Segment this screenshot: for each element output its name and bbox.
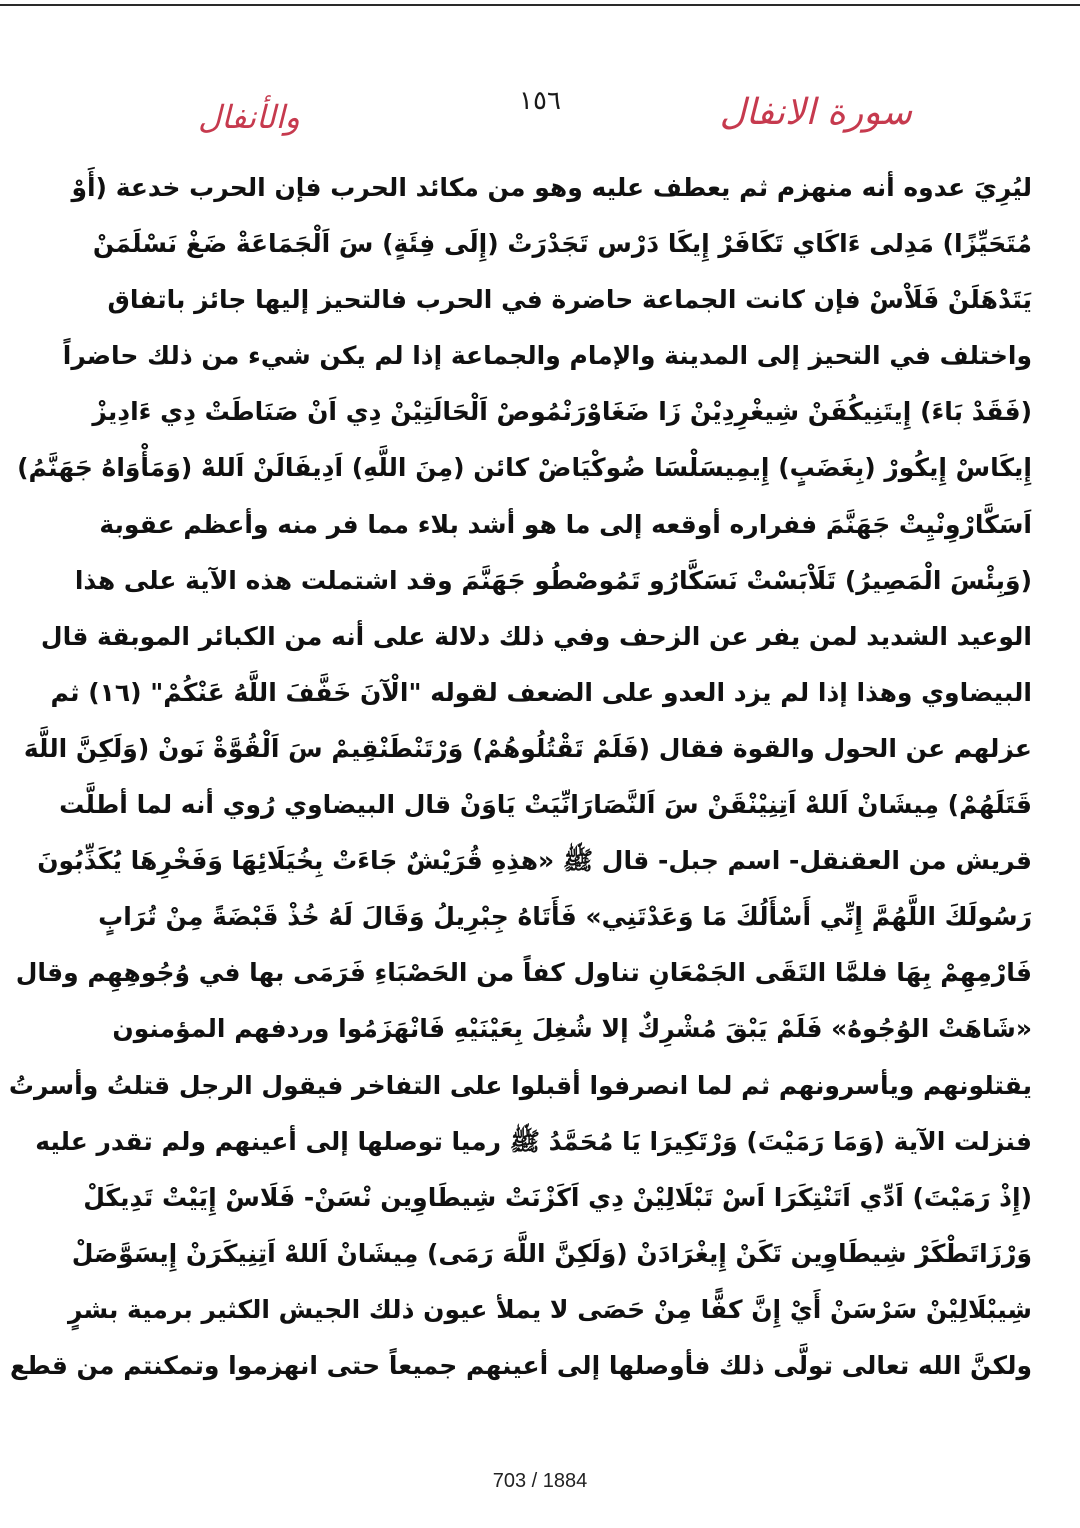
page-indicator: 703 / 1884	[492, 1470, 588, 1492]
text-line: يَتَدْهَلَنْ فَلَاْسْ فإن كانت الجماعة حاضرة في الحرب فالتحيز إليها جائز باتفاق	[107, 285, 1032, 315]
text-line: (وَبِئْسَ الْمَصِيرُ) تَلَاْبَسْتْ نَسَكَّارُو تَمُوصْطُو جَهَنَّمَ وقد اشتملت هذه الآية على هذا	[74, 565, 1032, 595]
text-line: (إِذْ رَمَيْتَ) اَدِّي اَتَنْتِكَرَا اَسْ تَبْلَالِيْنْ دِي اَكَزْنَتْ شِيطَاوِين نْسَنْ- فَلَاسْ إِيَيْتْ تَدِيكَلْ	[83, 1182, 1032, 1212]
text-line: «شَاهَتْ الوُجُوهُ» فَلَمْ يَبْقَ مُشْرِكٌ إلا شُغِلَ بِعَيْنَيْهِ فَانْهَزَمُوا وردفهم المؤمنون	[112, 1014, 1032, 1044]
text-line: قريش من العقنقل- اسم جبل- قال ﷺ «هذِهِ قُرَيْشٌ جَاءَتْ بِخُيَلَائِهَا وَفَخْرِهَا يُكَذِّبُونَ	[37, 846, 1032, 876]
text-line: الوعيد الشديد لمن يفر عن الزحف وفي ذلك دلالة على أنه من الكبائر الموبقة قال	[40, 621, 1032, 651]
page-number: ١٥٦	[519, 86, 561, 116]
text-line: فَارْمِهِمْ بِهَا فلمَّا التَقَى الجَمْعَانِ تناول كفاً من الحَصْبَاءِ فَرَمَى بها في وُجُوهِهِم وقال	[15, 958, 1032, 988]
text-line: وَرْزَاتَطْكَرْ شِيطَاوِين تَكَنْ إِيغْرَادَنْ (وَلَكِنَّ اللَّهَ رَمَى) مِيشَانْ اَللهْ اَتِنِيكَرَنْ إِيسَوَّصَلْ	[71, 1238, 1032, 1268]
handwritten-margin-note: والأنفال	[198, 98, 300, 136]
text-line: البيضاوي وهذا إذا لم يزد العدو على الضعف لقوله "الْآنَ خَفَّفَ اللَّهُ عَنْكُمْ" (١٦) ثم	[50, 677, 1032, 707]
text-line: عزلهم عن الحول والقوة فقال (فَلَمْ تَقْتُلُوهُمْ) وَرْتَنْطَنْقِيمْ سَ اَلْقُوَّةْ نَونْ (وَلَكِنَّ اللَّهَ	[23, 733, 1032, 763]
text-line: اَسَكَّارْوِنْيِتْ جَهَنَّمَ ففراره أوقعه إلى ما هو أشد بلاء مما فر منه وأعظم عقوبة	[99, 509, 1032, 539]
text-line: قَتَلَهُمْ) مِيشَانْ اَللهْ اَتِنِيْنْقَنْ سَ اَلنَّصَارَانِّيَتْ يَاوَنْ قال البيضاوي رُوي أنه لما أطلَّت	[59, 790, 1032, 820]
top-border-rule	[0, 0, 1080, 6]
text-line: يقتلونهم ويأسرونهم ثم لما انصرفوا أقبلوا على التفاخر فيقول الرجل قتلتُ وأسرتُ	[8, 1070, 1032, 1100]
text-line: ليُرِيَ عدوه أنه منهزم ثم يعطف عليه وهو من مكائد الحرب فإن الحرب خدعة (أَوْ	[71, 173, 1032, 202]
text-line: ولكنَّ الله تعالى تولَّى ذلك فأوصلها إلى أعينهم جميعاً حتى انهزموا وتمكنتم من قطع	[10, 1350, 1032, 1380]
text-line: فنزلت الآية (وَمَا رَمَيْتَ) وَرْتَكِيرَا يَا مُحَمَّدُ ﷺ رميا توصلها إلى أعينهم ولم تقدر عليه	[35, 1126, 1032, 1156]
text-line: (فَقَدْ بَاءَ) إِيتَنِيكُفَنْ شِيغْرِدِيْنْ زَا ضَغَاوْرَنْمُوصْ اَلْحَالَتِيْنْ دِي اَنْ صَنَاطَتْ دِي ءَادِيزْ	[92, 397, 1032, 427]
text-line: إِيكَاسْ إِيكُورْ (بِغَضَبٍ) إِيمِيسَلْسَا ضُوكْيَاضْ كائن (مِنَ اللَّهِ) اَدِيفَالَنْ اَللهْ (وَمَأْوَاهُ جَهَنَّمُ)	[17, 453, 1032, 483]
text-line: واختلف في التحيز إلى المدينة والإمام والجماعة إذا لم يكن شيء من ذلك حاضراً	[62, 341, 1032, 371]
text-line: شِيبْلَالِيْنْ سَرْسَنْ أَيْ إِنَّ كفًّا مِنْ حَصَى لا يملأ عيون ذلك الجيش الكثير برمية بشرٍ	[67, 1294, 1032, 1324]
body-text	[8, 160, 1032, 1394]
text-line: مُتَحَيِّزًا) مَدِلى ءَاكَاي تَكَافَرْ إِيكَا دَرْس تَجَدْرَتْ (إِلَى فِئَةٍ) سَ اَلْجَمَاعَةْ ضَغْ نَسْلَمَنْ	[92, 229, 1032, 259]
text-line: رَسُولَكَ اللَّهُمَّ إِنِّي أَسْأَلُكَ مَا وَعَدْتَنِي» فَأَتَاهُ جِبْرِيلُ وَقَالَ لَهُ خُذْ قَبْضَةً مِنْ تُرَابٍ	[98, 902, 1032, 932]
handwritten-surah-note: سورة الانفال	[719, 92, 912, 133]
